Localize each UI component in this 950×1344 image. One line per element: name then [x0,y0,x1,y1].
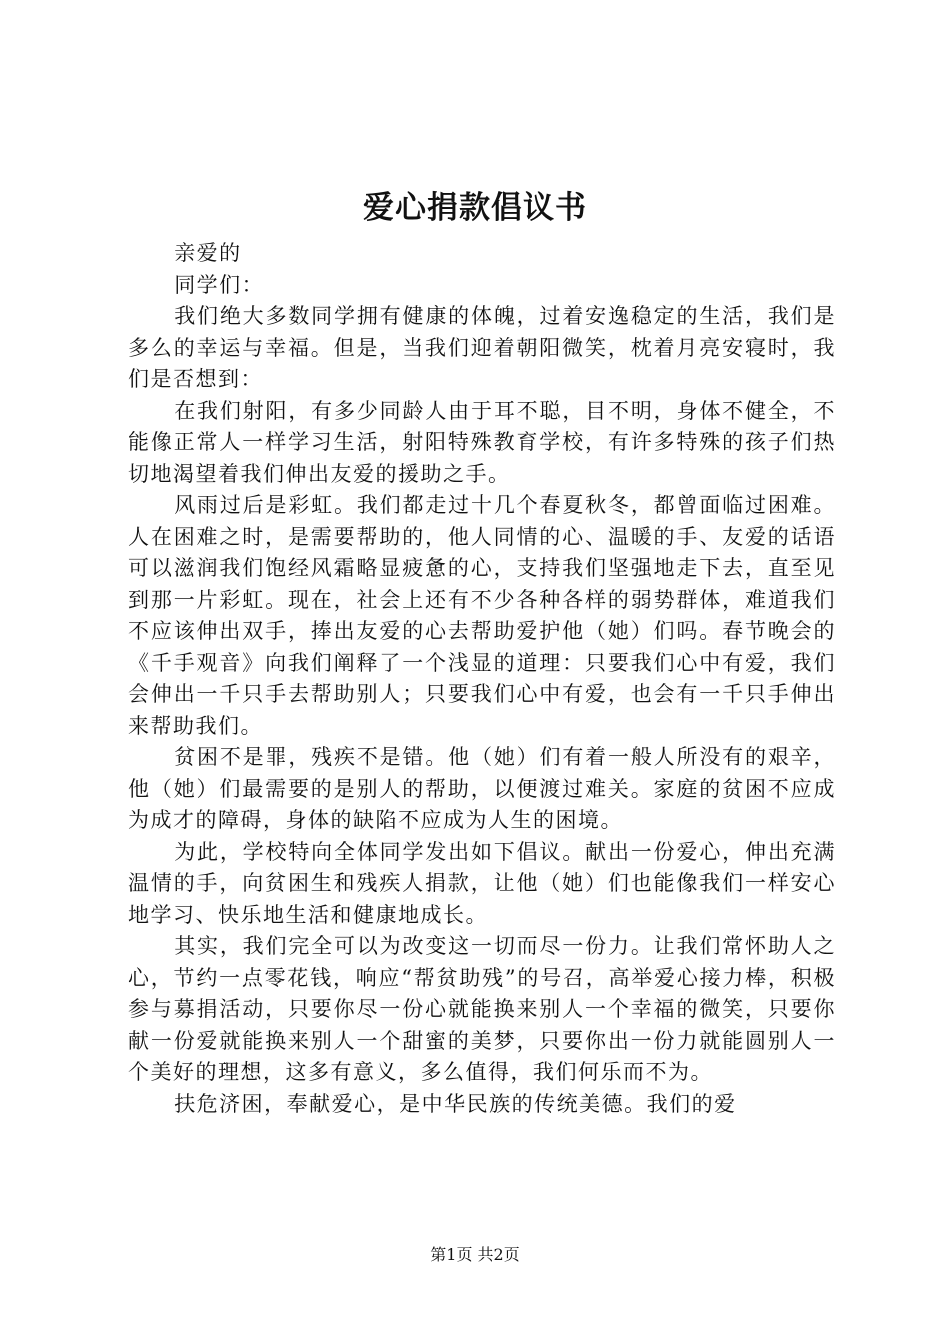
paragraph: 在我们射阳，有多少同龄人由于耳不聪，目不明，身体不健全，不能像正常人一样学习生活，射阳特殊教育学校，有许多特殊的孩子们热切地渴望着我们伸出友爱的援助之手。 [128,398,836,486]
page-number-footer: 第1页 共2页 [430,1245,520,1264]
paragraph: 贫困不是罪，残疾不是错。他（她）们有着一般人所没有的艰辛，他（她）们最需要的是别人的帮助，以便渡过难关。家庭的贫困不应成为成才的障碍，身体的缺陷不应成为人生的困境。 [128,745,836,832]
document-body [128,238,836,1120]
paragraph: 同学们： [174,272,265,297]
paragraph: 扶危济困，奉献爱心，是中华民族的传统美德。我们的爱 [174,1091,737,1116]
document-title: 爱心捐款倡议书 [363,190,587,226]
paragraph: 为此，学校特向全体同学发出如下倡议。献出一份爱心，伸出充满温情的手，向贫困生和残疾人捐款，让他（她）们也能像我们一样安心地学习、快乐地生活和健康地成长。 [128,839,836,927]
paragraph: 风雨过后是彩虹。我们都走过十几个春夏秋冬，都曾面临过困难。人在困难之时，是需要帮助的，他人同情的心、温暖的手、友爱的话语可以滋润我们饱经风霜略显疲惫的心，支持我们坚强地走下去，直至见到那一片彩虹。现在，社会上还有不少各种各样的弱势群体，难道我们不应该伸出双手，捧出友爱的心去帮助爱护他（她）们吗。春节晚会的《千手观音》向我们阐释了一个浅显的道理：只要我们心中有爱，我们会伸出一千只手去帮助别人；只要我们心中有爱，也会有一千只手伸出来帮助我们。 [128,493,836,738]
paragraph: 我们绝大多数同学拥有健康的体魄，过着安逸稳定的生活，我们是多么的幸运与幸福。但是，当我们迎着朝阳微笑，枕着月亮安寝时，我们是否想到： [128,304,836,391]
paragraph: 其实，我们完全可以为改变这一切而尽一份力。让我们常怀助人之心，节约一点零花钱，响应“帮贫助残”的号召，高举爱心接力棒，积极参与募捐活动，只要你尽一份心就能换来别人一个幸福的微笑，只要你献一份爱就能换来别人一个甜蜜的美梦，只要你出一份力就能圆别人一个美好的理想，这多有意义，多么值得，我们何乐而不为。 [128,934,836,1084]
paragraph: 亲爱的 [174,241,242,265]
